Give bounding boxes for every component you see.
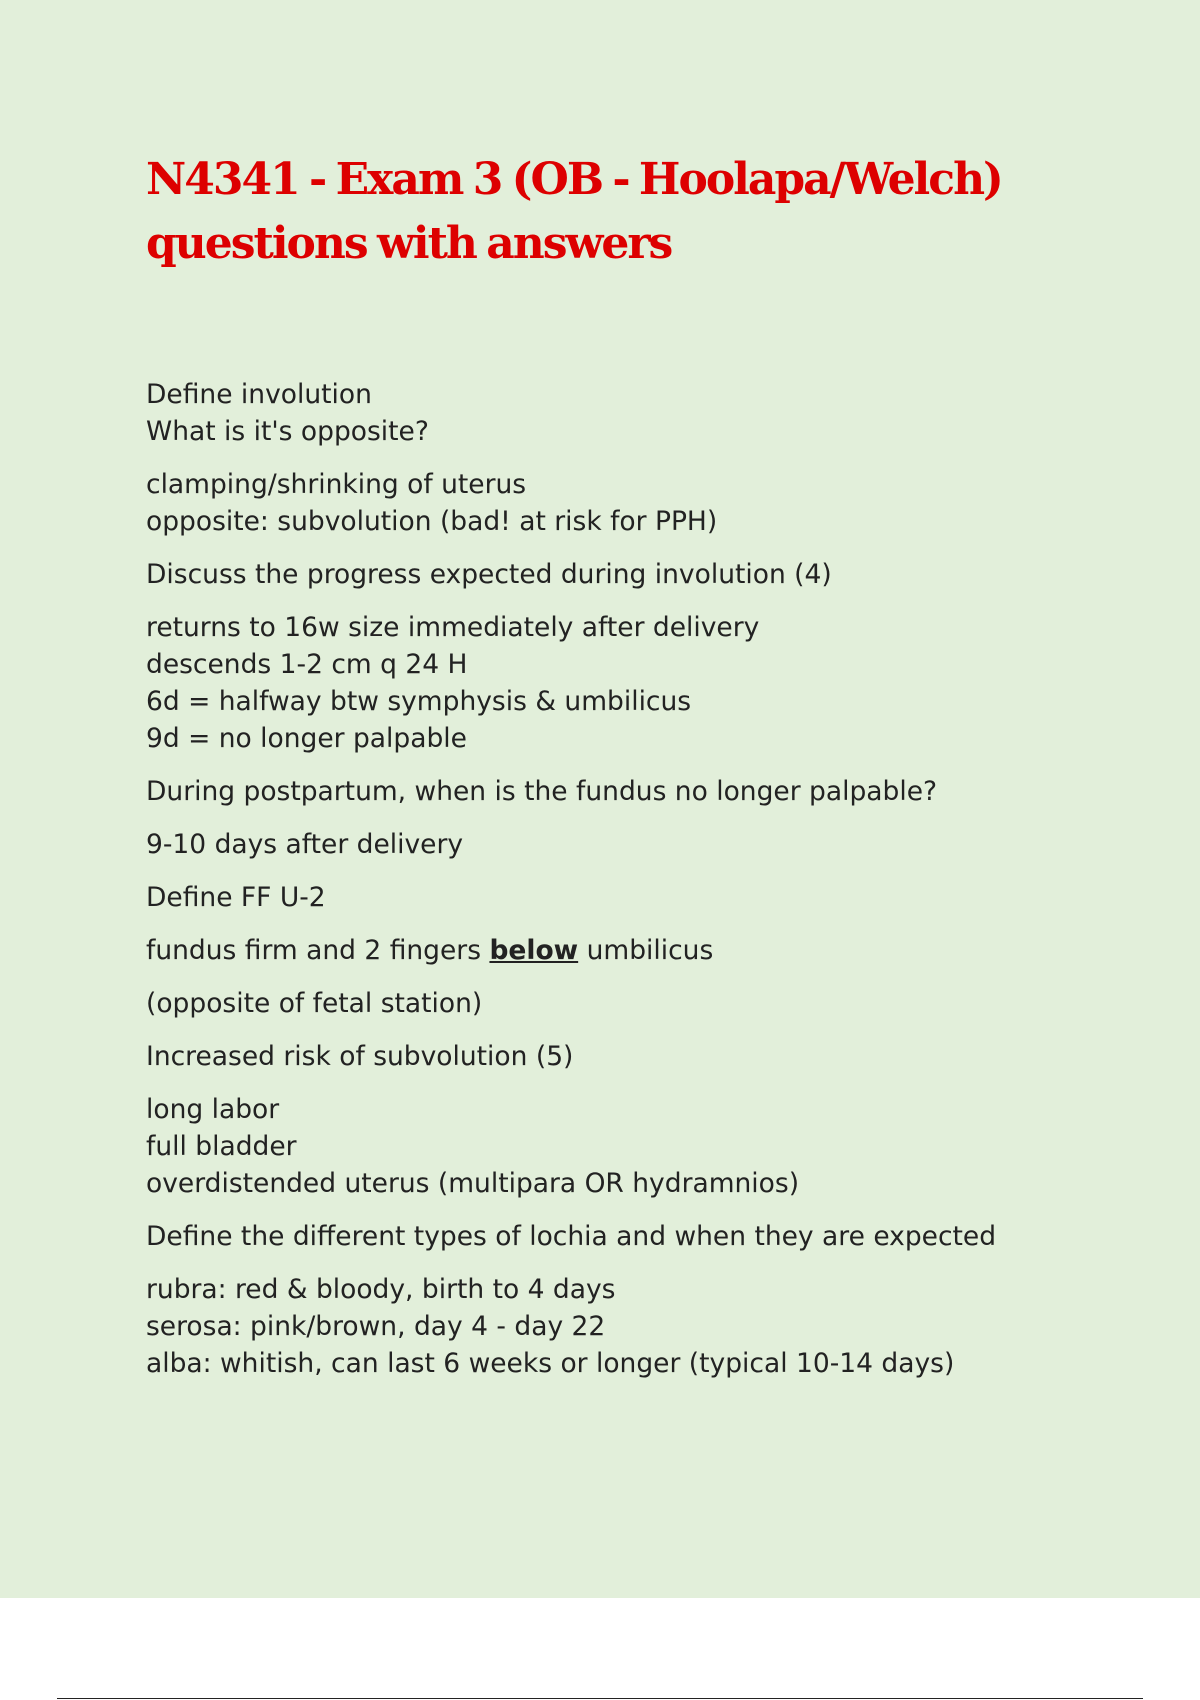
answer-line: overdistended uterus (multipara OR hydramnios) bbox=[146, 1168, 800, 1199]
answer-1 bbox=[146, 466, 1146, 540]
answer-line: 6d = halfway btw symphysis & umbilicus bbox=[146, 686, 692, 717]
question-line: During postpartum, when is the fundus no longer palpable? bbox=[146, 776, 938, 807]
answer-2 bbox=[146, 609, 1146, 757]
question-2 bbox=[146, 556, 1146, 593]
emphasized-word: below bbox=[489, 935, 579, 966]
answer-6 bbox=[146, 1271, 1146, 1382]
question-line: Define the different types of lochia and when they are expected bbox=[146, 1221, 997, 1252]
question-line: What is it's opposite? bbox=[146, 416, 429, 447]
footer-divider bbox=[57, 1698, 1143, 1699]
answer-text: fundus firm and 2 fingers bbox=[146, 935, 490, 966]
document-content bbox=[146, 148, 1146, 1398]
answer-line: opposite: subvolution (bad! at risk for PPH) bbox=[146, 506, 718, 537]
answer-note: (opposite of fetal station) bbox=[146, 988, 483, 1019]
answer-line: serosa: pink/brown, day 4 - day 22 bbox=[146, 1311, 606, 1342]
question-4 bbox=[146, 879, 1146, 916]
question-6 bbox=[146, 1218, 1146, 1255]
question-5 bbox=[146, 1038, 1146, 1075]
answer-text: umbilicus bbox=[578, 935, 714, 966]
question-line: Discuss the progress expected during involution (4) bbox=[146, 559, 832, 590]
document-title: N4341 - Exam 3 (OB - Hoolapa/Welch) questions with answers bbox=[146, 154, 1002, 269]
answer-4-note bbox=[146, 985, 1146, 1022]
answer-line: descends 1-2 cm q 24 H bbox=[146, 649, 468, 680]
answer-line: 9d = no longer palpable bbox=[146, 723, 467, 754]
answer-line: rubra: red & bloody, birth to 4 days bbox=[146, 1274, 616, 1305]
answer-4 bbox=[146, 932, 1146, 969]
answer-line: long labor bbox=[146, 1094, 280, 1125]
question-1 bbox=[146, 376, 1146, 450]
answer-line: clamping/shrinking of uterus bbox=[146, 469, 527, 500]
question-line: Increased risk of subvolution (5) bbox=[146, 1041, 574, 1072]
answer-line: alba: whitish, can last 6 weeks or longer (typical 10-14 days) bbox=[146, 1348, 955, 1379]
answer-line: 9-10 days after delivery bbox=[146, 829, 464, 860]
answer-5 bbox=[146, 1091, 1146, 1202]
qa-list bbox=[146, 376, 1146, 1382]
answer-line: returns to 16w size immediately after delivery bbox=[146, 612, 760, 643]
question-line: Define FF U-2 bbox=[146, 882, 326, 913]
answer-3 bbox=[146, 826, 1146, 863]
question-line: Define involution bbox=[146, 379, 372, 410]
answer-line: full bladder bbox=[146, 1131, 297, 1162]
answer-line bbox=[146, 932, 1146, 969]
question-3 bbox=[146, 773, 1146, 810]
